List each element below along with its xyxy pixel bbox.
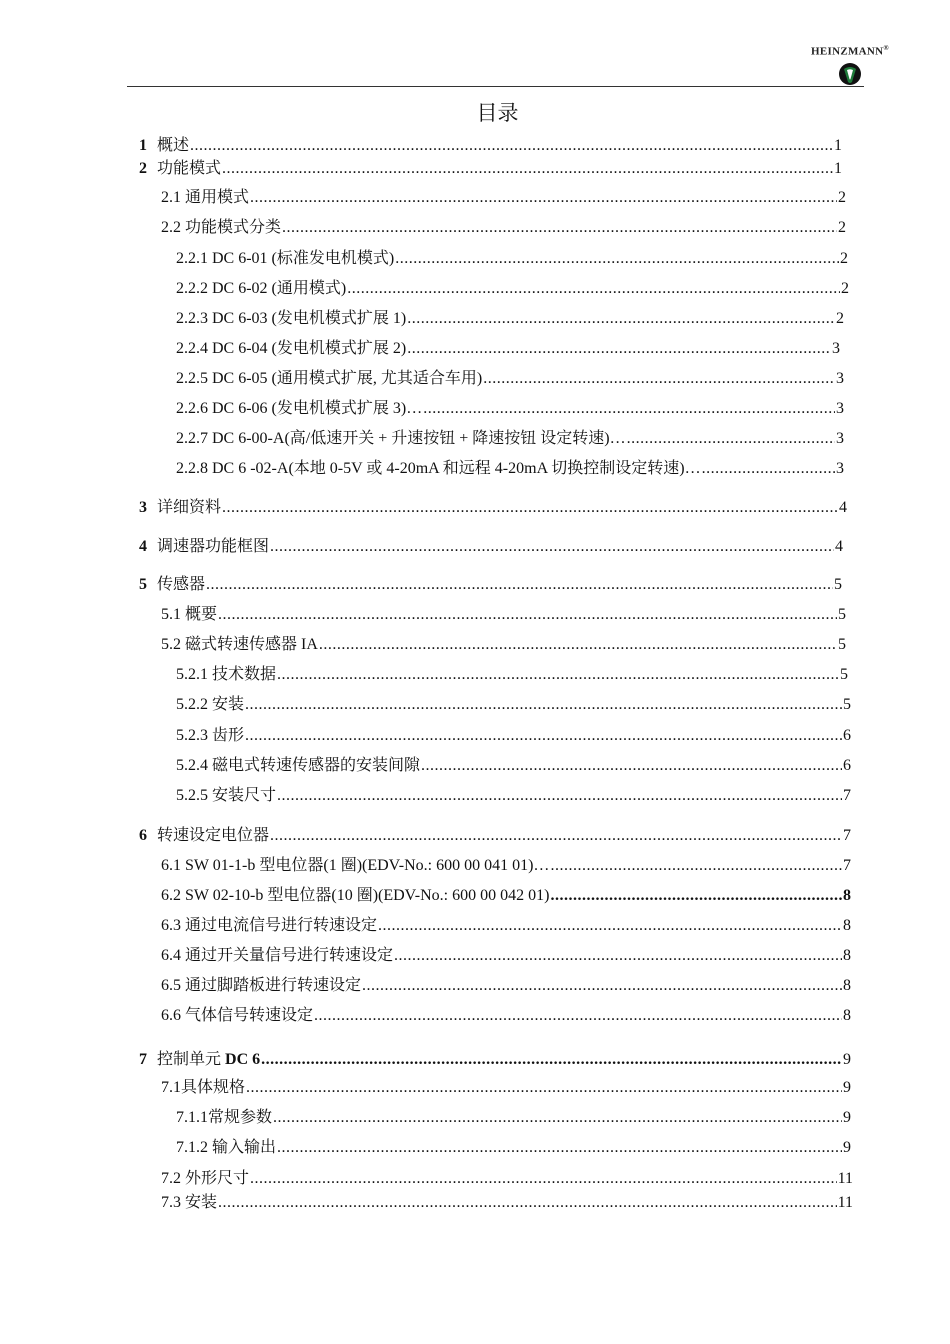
toc-entry[interactable] [176, 1108, 851, 1128]
toc-leader [245, 695, 842, 715]
toc-leader [277, 665, 839, 685]
toc-page: 2 [836, 310, 844, 327]
toc-leader [407, 309, 835, 329]
toc-page: 6 [843, 727, 851, 744]
toc-entry[interactable] [139, 575, 842, 595]
toc-label: 7.3 安装 [161, 1194, 218, 1211]
toc-page: 9 [843, 1079, 851, 1096]
toc-label: 概述 [157, 137, 190, 154]
toc-label: 详细资料 [157, 499, 222, 516]
toc-page: 8 [843, 917, 851, 934]
toc-entry[interactable] [139, 136, 842, 156]
toc-label: 2.2.7 DC 6-00-A(高/低速开关 + 升速按钮 + 降速按钮 设定转速)… [176, 430, 626, 447]
toc-number: 4 [139, 538, 147, 555]
toc-entry[interactable] [139, 537, 843, 557]
toc-label: 6.2 SW 02-10-b 型电位器(10 圈)(EDV-No.: 600 00 042 01) [161, 887, 550, 904]
toc-label: 控制单元 DC 6 [157, 1051, 261, 1068]
toc-page: 8 [843, 1007, 851, 1024]
toc-entry[interactable] [176, 665, 848, 685]
toc-label: 2.2.3 DC 6-03 (发电机模式扩展 1) [176, 310, 407, 327]
toc-entry[interactable] [176, 786, 851, 806]
toc-page: 1 [834, 160, 842, 177]
toc-leader [277, 786, 842, 806]
toc-label: 2.2.8 DC 6 -02-A(本地 0-5V 或 4-20mA 和远程 4-20mA 切换控制设定转速)… [176, 460, 701, 477]
toc-page: 8 [843, 977, 851, 994]
toc-leader [270, 537, 834, 557]
toc-label: 5.2 磁式转速传感器 IA [161, 636, 318, 653]
toc-page: 5 [834, 576, 842, 593]
toc-entry[interactable] [176, 309, 844, 329]
toc-label: 6.3 通过电流信号进行转速设定 [161, 917, 378, 934]
toc-page: 3 [832, 340, 840, 357]
toc-page: 4 [839, 499, 847, 516]
toc-entry[interactable] [161, 946, 851, 966]
toc-label: 传感器 [157, 576, 206, 593]
toc-entry[interactable] [176, 695, 851, 715]
toc-label: 调速器功能框图 [157, 538, 270, 555]
toc-leader [261, 1050, 842, 1070]
toc-page: 2 [840, 250, 848, 267]
toc-page: 7 [843, 857, 851, 874]
toc-page: 3 [836, 400, 844, 417]
toc-label: 5.2.5 安装尺寸 [176, 787, 277, 804]
toc-leader [218, 1193, 837, 1213]
toc-entry[interactable] [161, 605, 846, 625]
toc-entry[interactable] [161, 856, 851, 876]
toc-number: 5 [139, 576, 147, 593]
toc-entry[interactable] [176, 399, 844, 419]
toc-entry[interactable] [176, 249, 848, 269]
toc-leader [550, 856, 842, 876]
toc-label: 2.2 功能模式分类 [161, 219, 282, 236]
toc-leader [483, 369, 835, 389]
toc-page: 5 [840, 666, 848, 683]
toc-page: 11 [837, 1170, 853, 1187]
toc-entry[interactable] [161, 1193, 853, 1213]
toc-page: 3 [836, 460, 844, 477]
toc-page: 7 [843, 787, 851, 804]
toc-leader [421, 756, 842, 776]
toc-leader [218, 605, 837, 625]
toc-entry[interactable] [176, 459, 844, 479]
toc-entry[interactable] [161, 188, 846, 208]
toc-entry[interactable] [176, 279, 849, 299]
toc-title: 目录 [476, 101, 519, 125]
toc-page: 6 [843, 757, 851, 774]
toc-leader [378, 916, 842, 936]
toc-page: 4 [835, 538, 843, 555]
header-rule [127, 86, 864, 87]
toc-entry[interactable] [161, 1169, 853, 1189]
toc-label: 6.4 通过开关量信号进行转速设定 [161, 947, 394, 964]
toc-entry[interactable] [176, 756, 851, 776]
toc-leader [270, 826, 842, 846]
toc-page: 5 [843, 696, 851, 713]
toc-page: 3 [836, 430, 844, 447]
toc-leader [277, 1138, 842, 1158]
toc-label: 2.2.2 DC 6-02 (通用模式) [176, 280, 347, 297]
toc-page: 9 [843, 1109, 851, 1126]
toc-leader [550, 886, 842, 906]
toc-label: 5.2.1 技术数据 [176, 666, 277, 683]
toc-leader [245, 726, 842, 746]
toc-label: 5.2.3 齿形 [176, 727, 245, 744]
toc-label: 2.1 通用模式 [161, 189, 250, 206]
toc-label: 5.2.4 磁电式转速传感器的安装间隙 [176, 757, 421, 774]
toc-label: 6.1 SW 01-1-b 型电位器(1 圈)(EDV-No.: 600 00 041 01)… [161, 857, 550, 874]
toc-entry[interactable] [161, 886, 851, 906]
toc-leader [250, 1169, 837, 1189]
toc-entry[interactable] [161, 218, 846, 238]
toc-label-bold: DC 6 [225, 1051, 261, 1068]
toc-leader [282, 218, 837, 238]
toc-label: 转速设定电位器 [157, 827, 270, 844]
toc-page: 5 [838, 636, 846, 653]
toc-label: 7.1.1常规参数 [176, 1109, 273, 1126]
toc-leader [347, 279, 840, 299]
toc-page: 3 [836, 370, 844, 387]
toc-leader [314, 1006, 842, 1026]
toc-leader [246, 1078, 842, 1098]
toc-label: 7.1.2 输入输出 [176, 1139, 277, 1156]
toc-leader [273, 1108, 842, 1128]
logo-text: HEINZMANN® [811, 44, 889, 58]
toc-entry[interactable] [176, 429, 844, 449]
toc-leader [407, 339, 831, 359]
toc-entry[interactable] [161, 976, 851, 996]
toc-leader [702, 459, 835, 479]
toc-number: 7 [139, 1051, 147, 1068]
toc-page: 8 [843, 887, 851, 904]
toc-label: 2.2.1 DC 6-01 (标准发电机模式) [176, 250, 395, 267]
heinzmann-logo [805, 44, 895, 87]
toc-entry[interactable] [161, 1006, 851, 1026]
toc-page: 2 [841, 280, 849, 297]
toc-leader [394, 946, 842, 966]
toc-label: 6.5 通过脚踏板进行转速设定 [161, 977, 362, 994]
toc-number: 2 [139, 160, 147, 177]
toc-label: 7.1具体规格 [161, 1079, 246, 1096]
toc-entry[interactable] [139, 826, 851, 846]
toc-entry[interactable] [176, 339, 840, 359]
toc-page: 7 [843, 827, 851, 844]
toc-entry[interactable] [139, 498, 847, 518]
toc-leader [395, 249, 839, 269]
toc-label: 2.2.4 DC 6-04 (发电机模式扩展 2) [176, 340, 407, 357]
toc-entry[interactable] [176, 726, 851, 746]
toc-leader [319, 635, 837, 655]
toc-label: 5.1 概要 [161, 606, 218, 623]
toc-label: 功能模式 [157, 160, 222, 177]
toc-label: 2.2.6 DC 6-06 (发电机模式扩展 3)… [176, 400, 423, 417]
toc-page: 2 [838, 219, 846, 236]
toc-leader [190, 136, 833, 156]
toc-leader [627, 429, 835, 449]
toc-page: 2 [838, 189, 846, 206]
toc-entry[interactable] [176, 369, 844, 389]
toc-leader [222, 159, 833, 179]
toc-leader [222, 498, 838, 518]
toc-leader [423, 399, 835, 419]
toc-label: 2.2.5 DC 6-05 (通用模式扩展, 尤其适合车用) [176, 370, 483, 387]
toc-page: 5 [838, 606, 846, 623]
toc-number: 3 [139, 499, 147, 516]
toc-label: 7.2 外形尺寸 [161, 1170, 250, 1187]
toc-page: 8 [843, 947, 851, 964]
toc-entry[interactable] [161, 635, 846, 655]
toc-label: 6.6 气体信号转速设定 [161, 1007, 314, 1024]
toc-page: 1 [834, 137, 842, 154]
toc-page: 11 [837, 1194, 853, 1211]
toc-entry[interactable] [176, 1138, 851, 1158]
toc-entry[interactable] [161, 916, 851, 936]
toc-leader [250, 188, 837, 208]
toc-page: 9 [843, 1051, 851, 1068]
toc-entry[interactable] [161, 1078, 851, 1098]
toc-number: 6 [139, 827, 147, 844]
toc-entry[interactable] [139, 159, 842, 179]
heinzmann-emblem-icon [837, 61, 863, 87]
toc-number: 1 [139, 137, 147, 154]
toc-leader [206, 575, 833, 595]
toc-label: 5.2.2 安装 [176, 696, 245, 713]
toc-page: 9 [843, 1139, 851, 1156]
toc-leader [362, 976, 842, 996]
toc-entry[interactable] [139, 1050, 851, 1070]
